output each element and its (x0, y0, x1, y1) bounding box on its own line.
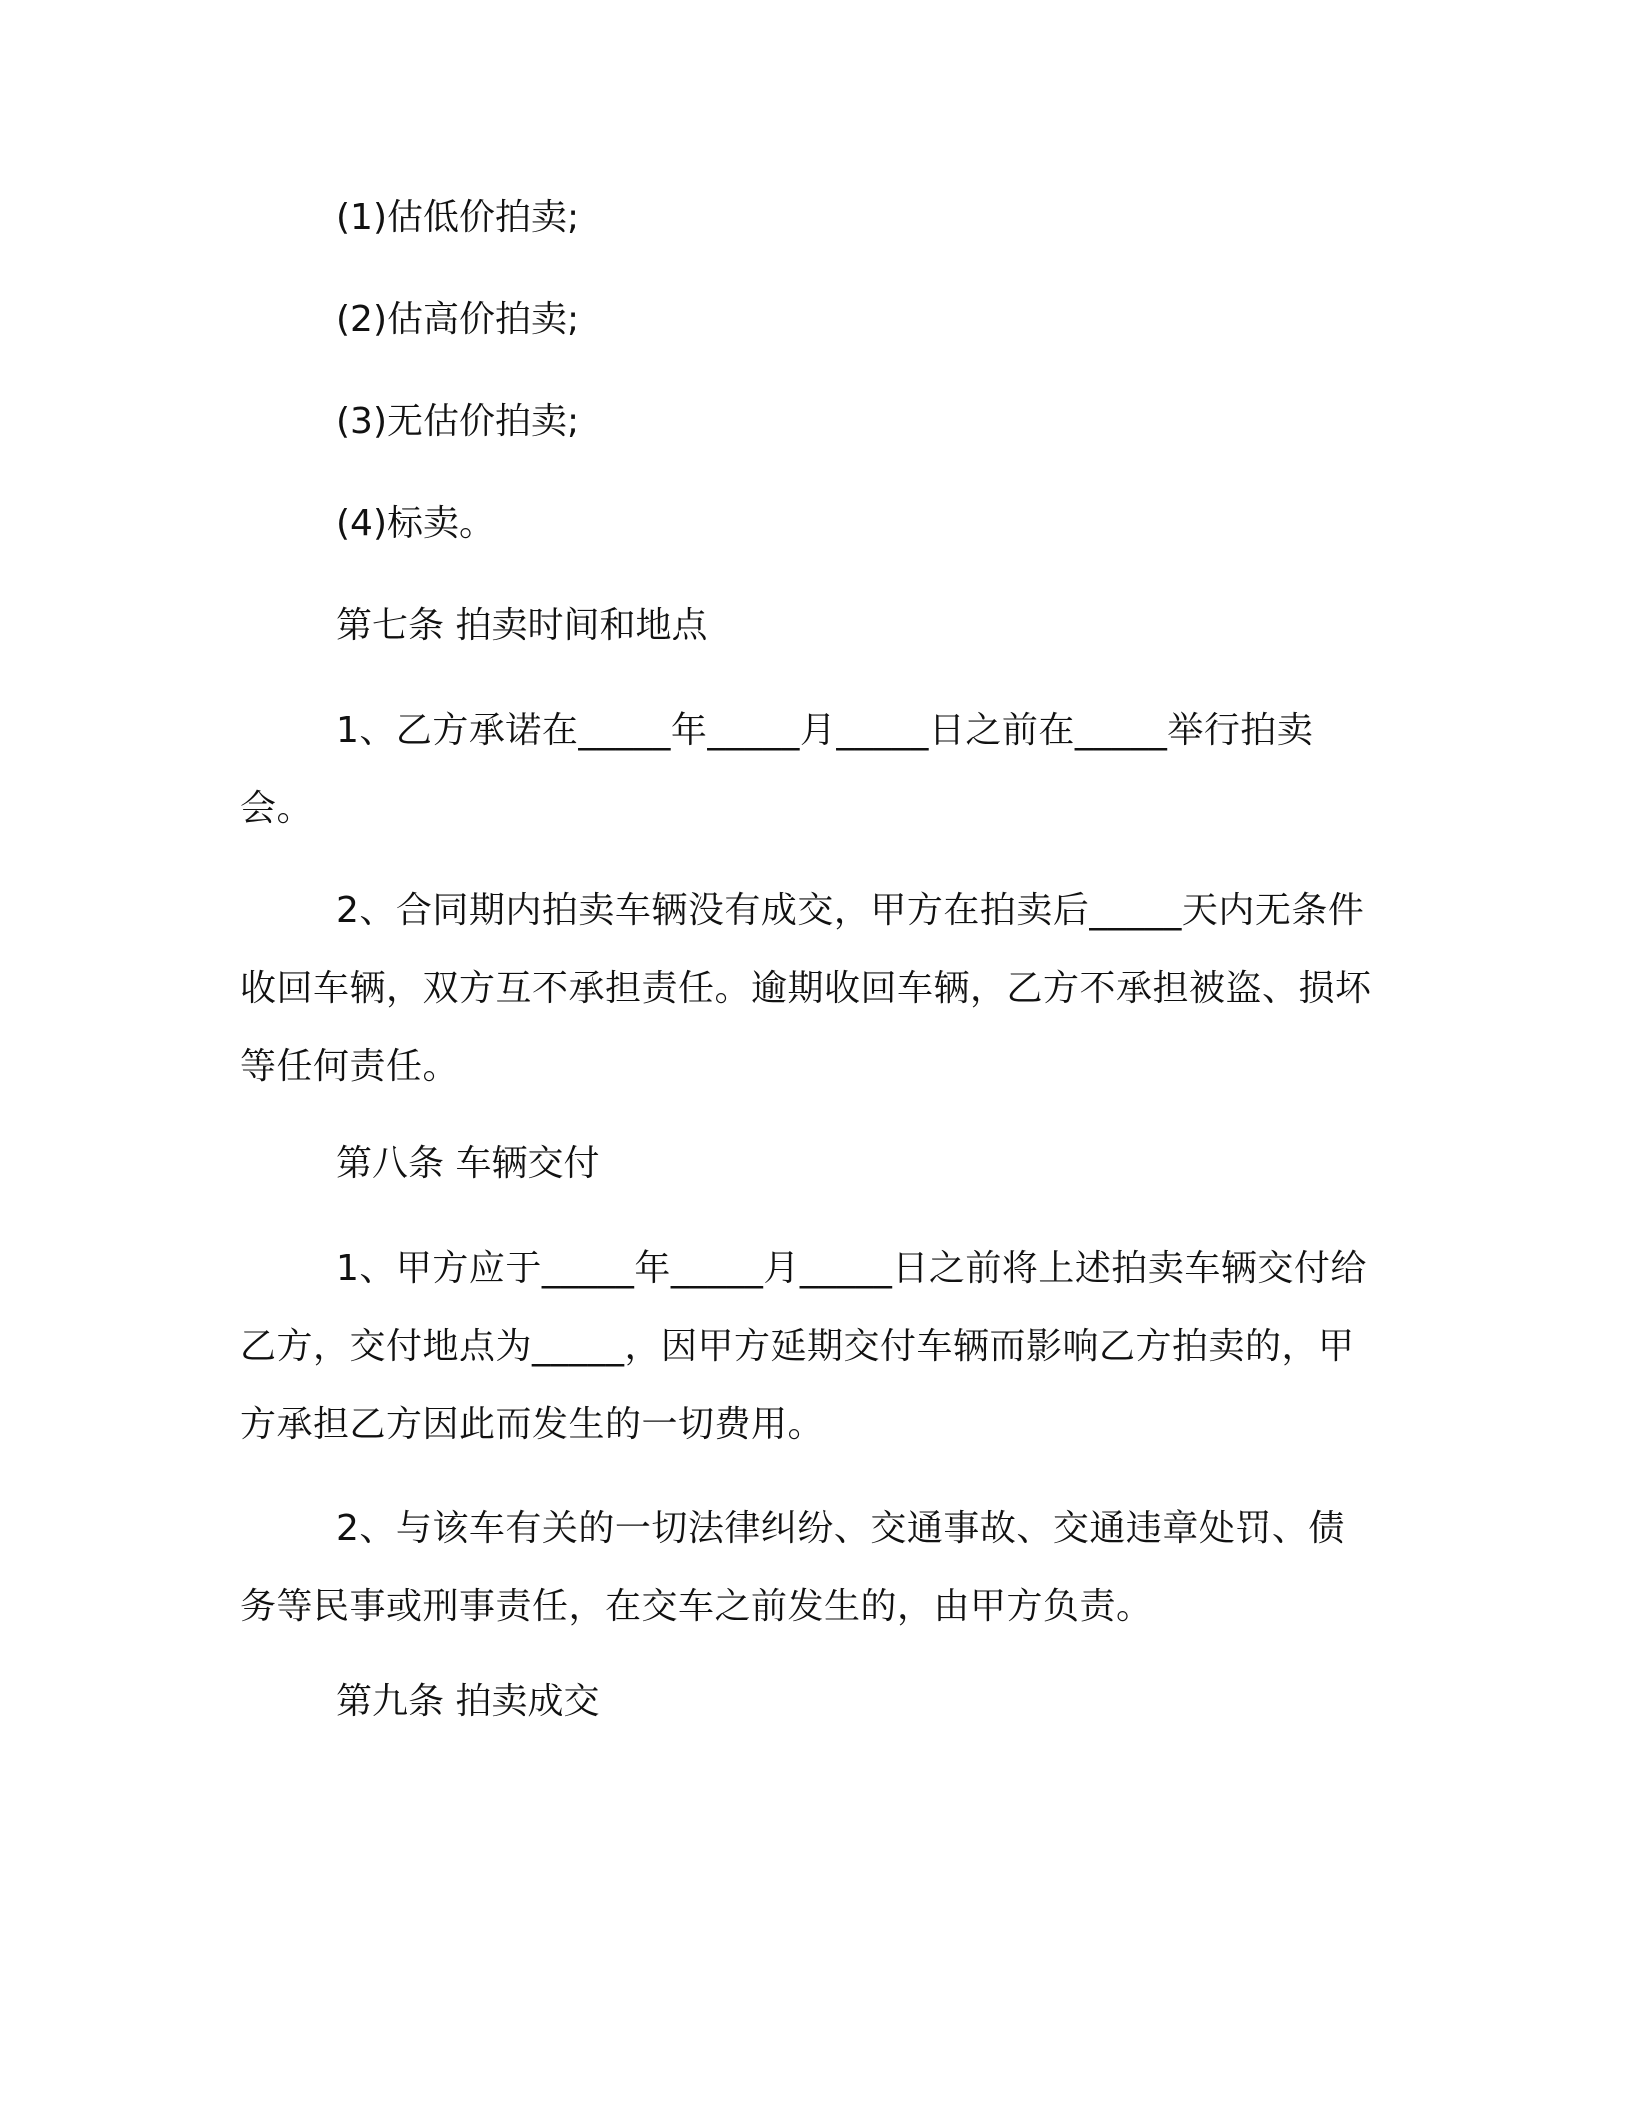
article-7-clause-1: 1、乙方承诺在_____年_____月_____日之前在_____举行拍卖会。 (240, 710, 1314, 829)
article-9-heading: 第九条 拍卖成交 (336, 1681, 600, 1722)
list-item: (2)估高价拍卖; (336, 299, 580, 340)
article-7-clause-2: 2、合同期内拍卖车辆没有成交，甲方在拍卖后_____天内无条件收回车辆，双方互不承担责任。逾期收回车辆，乙方不承担被盗、损坏等任何责任。 (240, 890, 1372, 1087)
article-8-heading: 第八条 车辆交付 (336, 1143, 600, 1184)
list-item: (4)标卖。 (336, 503, 495, 544)
list-item: (1)估低价拍卖; (336, 197, 580, 238)
article-7-heading: 第七条 拍卖时间和地点 (336, 605, 708, 646)
article-8-clause-1: 1、甲方应于_____年_____月_____日之前将上述拍卖车辆交付给乙方，交付地点为_____，因甲方延期交付车辆而影响乙方拍卖的，甲方承担乙方因此而发生的一切费用。 (240, 1248, 1367, 1445)
list-item: (3)无估价拍卖; (336, 401, 580, 442)
article-8-clause-2: 2、与该车有关的一切法律纠纷、交通事故、交通违章处罚、债务等民事或刑事责任，在交车之前发生的，由甲方负责。 (240, 1508, 1345, 1627)
